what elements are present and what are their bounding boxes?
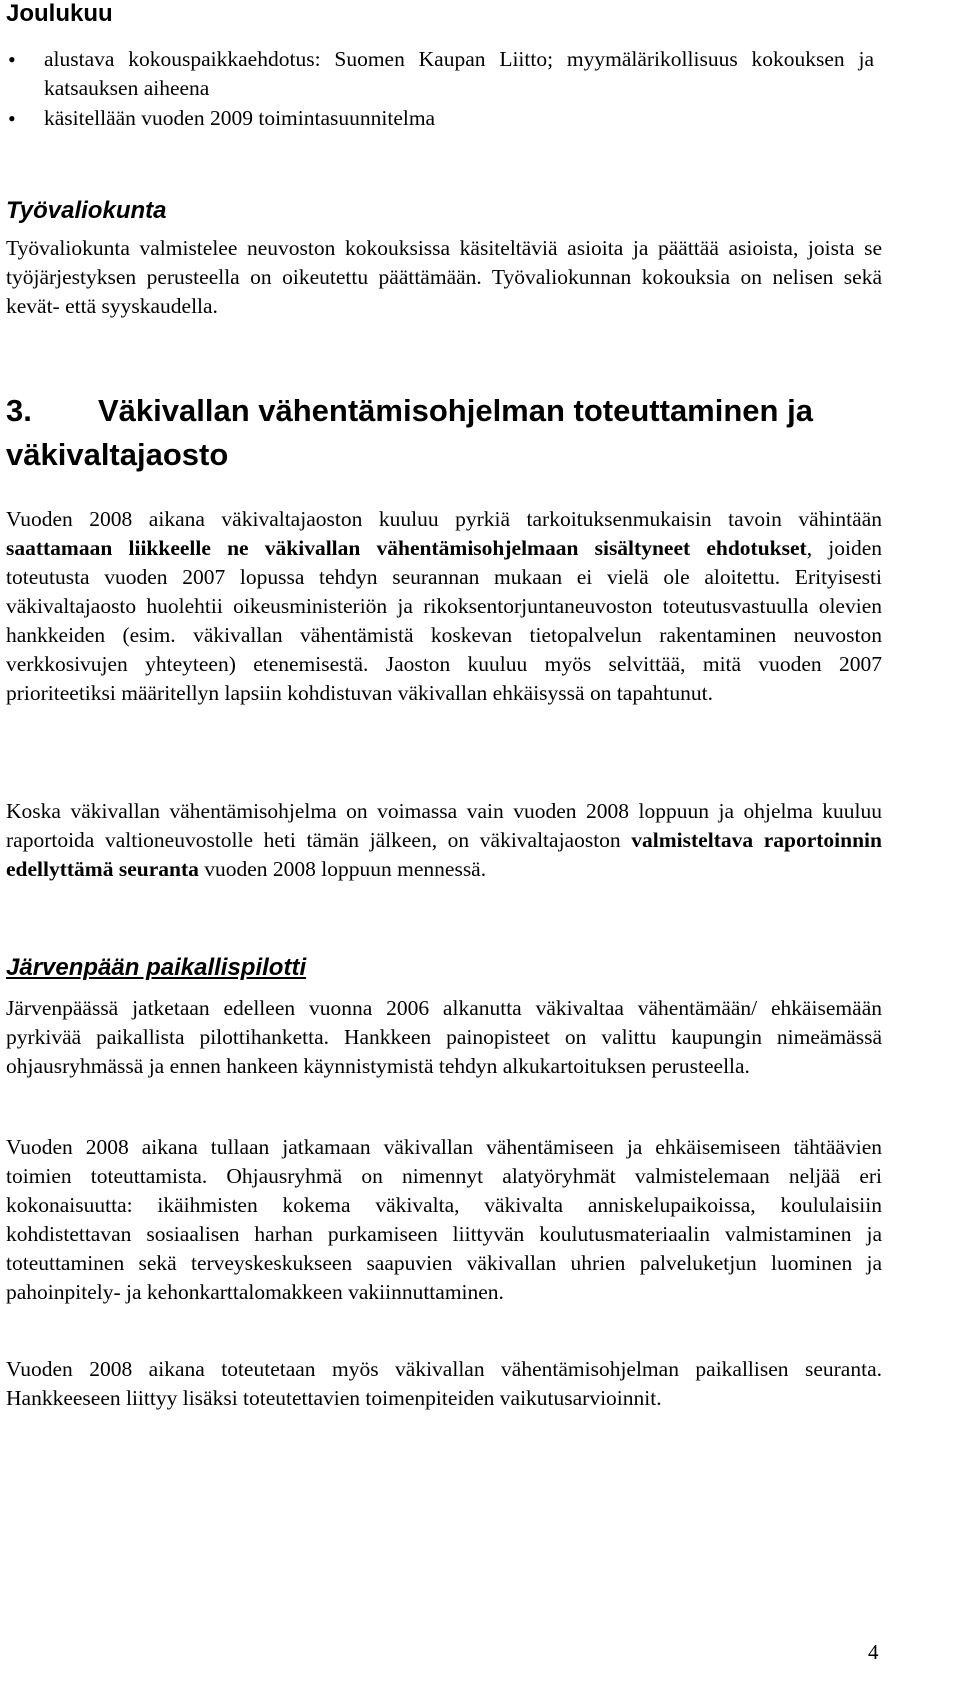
text-run: vuoden 2008 loppuun mennessä. (198, 857, 487, 881)
bullet-icon: • (8, 47, 16, 72)
heading-joulukuu: Joulukuu (6, 0, 113, 27)
bullet-item: käsitellään vuoden 2009 toimintasuunnitelma (44, 106, 436, 130)
bullet-item: alustava kokouspaikkaehdotus: Suomen Kaupan Liitto; myymälärikollisuus kokouksen ja katsauksen aiheena (44, 47, 874, 100)
text-run: Koska väkivallan vähentämisohjelma on voimassa vain vuoden 2008 loppuun ja ohjelma kuuluu raportoida valtioneuvostolle heti tämän jälkeen, on väkivaltajaoston (6, 799, 882, 852)
text-run: , joiden toteutusta vuoden 2007 lopussa tehdyn seurannan mukaan ei vielä ole aloitettu. Erityisesti väkivaltajaosto huolehtii oikeusministeriön ja rikoksentorjuntaneuvoston toteutusvastuulla olevien hankkeiden (esim. väkivallan vähentämistä koskevan tietopalvelun rakentaminen neuvoston verkkosivujen yhteyteen) etenemisestä. Jaoston kuuluu myös selvittää, mitä vuoden 2007 prioriteetiksi määritellyn lapsiin kohdistuvan väkivallan ehkäisyssä on tapahtunut. (6, 536, 882, 705)
heading-jarvenpaa: Järvenpään paikallispilotti (6, 954, 307, 981)
heading-tyovaliokunta: Työvaliokunta (6, 197, 167, 224)
section-title: Väkivallan vähentämisohjelman toteuttaminen ja väkivaltajaosto (6, 393, 813, 472)
paragraph-tyovaliokunta: Työvaliokunta valmistelee neuvoston kokouksissa käsiteltäviä asioita ja päättää asioista, joista se työjärjestyksen perusteella on oikeutettu päättämään. Työvaliokunnan kokouksia on nelisen sekä kevät- että syyskaudella. (6, 236, 882, 318)
section-number: 3. (6, 393, 32, 428)
bold-text: valmisteltava raportoinnin edellyttämä seuranta (6, 828, 882, 881)
paragraph-jarvenpaa-2: Vuoden 2008 aikana tullaan jatkamaan väkivallan vähentämiseen ja ehkäisemiseen tähtäävien toimien toteuttamista. Ohjausryhmä on nimennyt alatyöryhmät valmistelemaan neljää eri kokonaisuutta: ikäihmisten kokema väkivalta, väkivalta anniskelupaikoissa, koululaisiin kohdistettavan sosiaalisen harhan purkamiseen liittyvän koulutusmateriaalin valmistaminen ja toteuttaminen sekä terveyskeskukseen saapuvien väkivallan uhrien palveluketjun luominen ja pahoinpitely- ja kehonkarttalomakkeen vakiinnuttaminen. (6, 1135, 882, 1304)
paragraph-jarvenpaa-3: Vuoden 2008 aikana toteutetaan myös väkivallan vähentämisohjelman paikallisen seuranta. Hankkeeseen liittyy lisäksi toteutettavien toimenpiteiden vaikutusarvioinnit. (6, 1357, 882, 1410)
text-run: Vuoden 2008 aikana väkivaltajaoston kuuluu pyrkiä tarkoituksenmukaisin tavoin vähintään (6, 507, 882, 531)
paragraph-raportointi (6, 797, 882, 884)
paragraph-jarvenpaa-1: Järvenpäässä jatketaan edelleen vuonna 2006 alkanutta väkivaltaa vähentämään/ ehkäisemään pyrkivää paikallista pilottihanketta. Hankkeen painopisteet on valittu kaupungin nimeämässä ohjausryhmässä ja ennen hankeen käynnistymistä tehdyn alkukartoituksen perusteella. (6, 996, 882, 1078)
paragraph-vakivaltajaosto (6, 505, 882, 708)
section-heading (6, 389, 906, 477)
page-number: 4 (868, 1640, 879, 1664)
bullet-icon: • (8, 106, 16, 131)
bold-text: saattamaan liikkeelle ne väkivallan vähentämisohjelmaan sisältyneet ehdotukset (6, 536, 807, 560)
